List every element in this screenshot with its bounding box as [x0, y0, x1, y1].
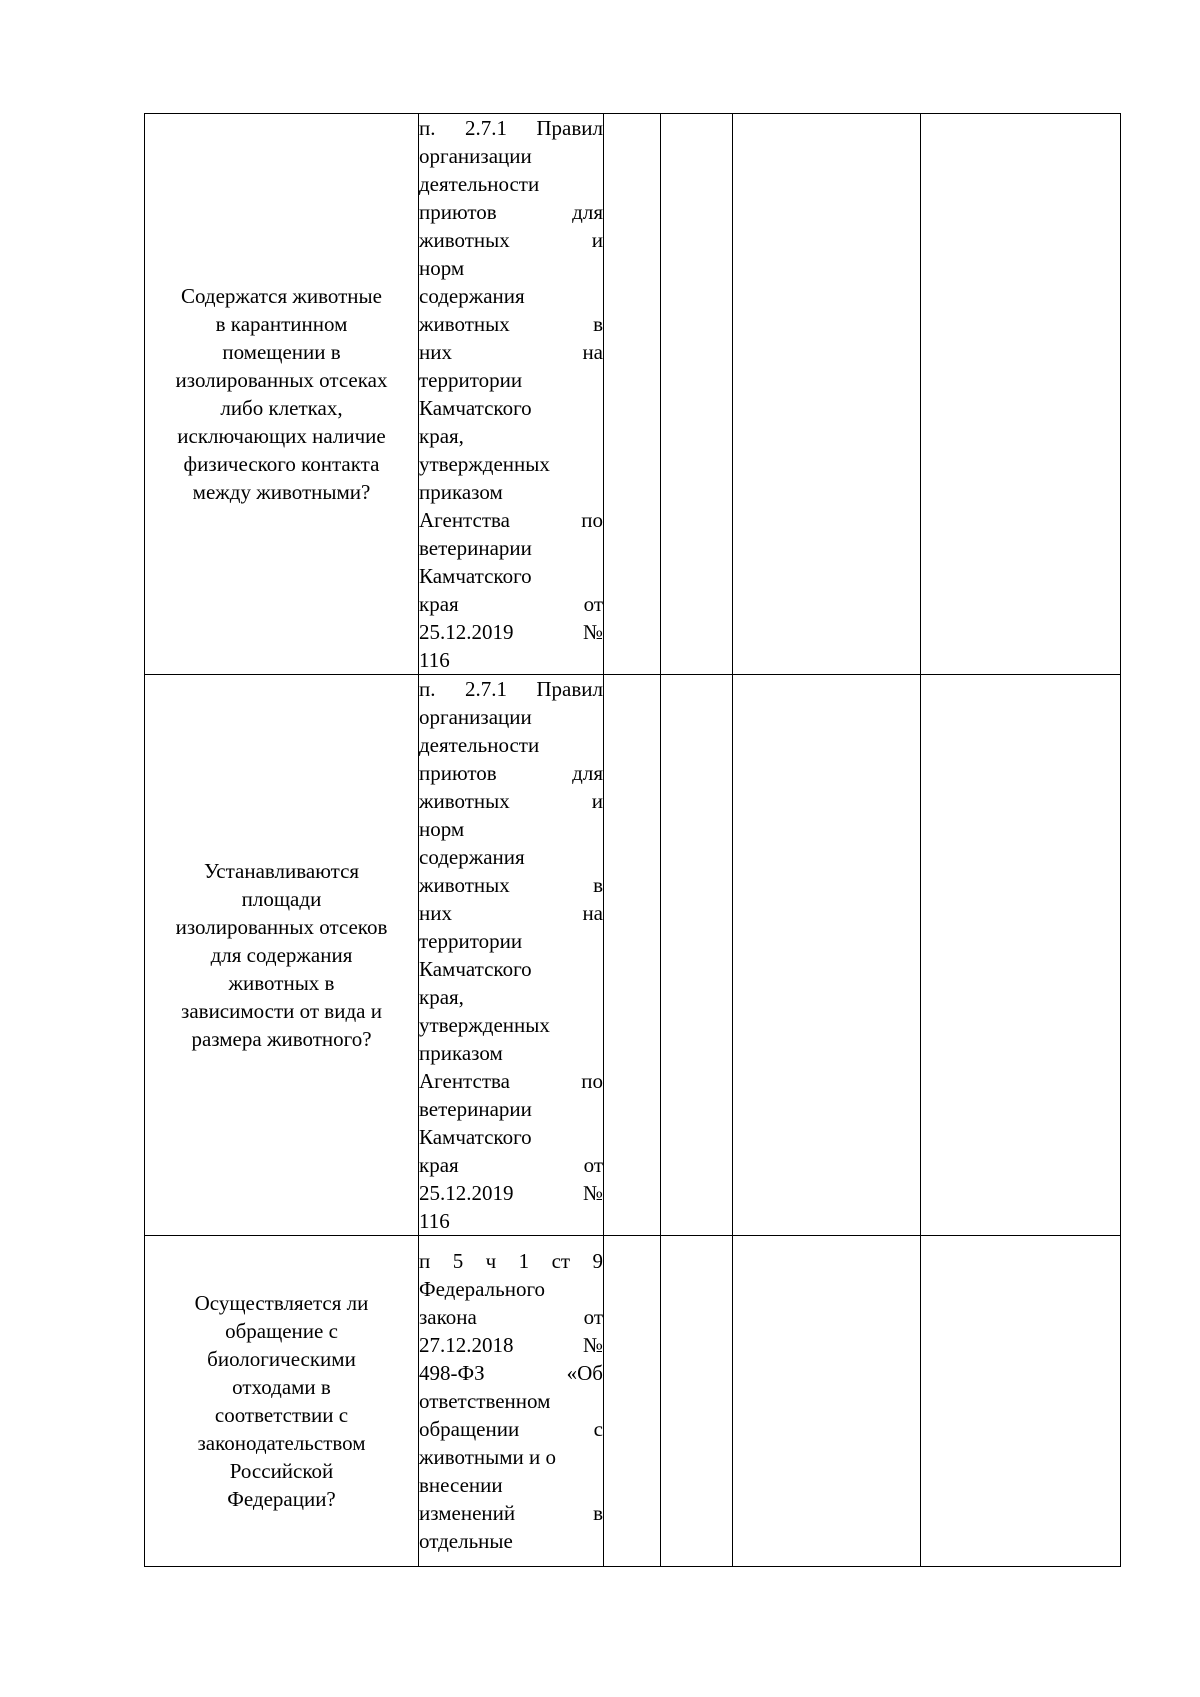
legal-reference-word: ответственном [419, 1389, 551, 1413]
legal-reference-word: ветеринарии [419, 1097, 532, 1121]
yes-cell [604, 114, 661, 675]
no-cell [661, 1236, 733, 1567]
legal-reference-word: утвержденных [419, 452, 550, 476]
legal-reference-line [419, 254, 603, 282]
legal-reference-word: 498-ФЗ [419, 1361, 485, 1385]
legal-reference-line [419, 927, 603, 955]
notes-cell [921, 1236, 1121, 1567]
legal-reference-cell [419, 1236, 604, 1567]
legal-reference-word: 25.12.2019 [419, 1181, 514, 1205]
question-text-line: животных в [228, 971, 335, 995]
legal-reference-line [419, 1207, 603, 1235]
question-text-line: обращение с [225, 1319, 338, 1343]
legal-reference-word: № [582, 1333, 603, 1357]
legal-reference-word: края [419, 1153, 459, 1177]
legal-reference-line [419, 534, 603, 562]
legal-reference-line [419, 1123, 603, 1151]
question-text-line: между животными? [192, 480, 371, 504]
legal-reference-line [419, 142, 603, 170]
legal-reference-line [419, 338, 603, 366]
legal-reference-line [419, 731, 603, 759]
legal-reference-word: утвержденных [419, 1013, 550, 1037]
legal-reference-word: по [581, 508, 603, 532]
legal-reference-word: 27.12.2018 [419, 1333, 514, 1357]
legal-reference-line [419, 703, 603, 731]
legal-reference-word: животных [419, 228, 510, 252]
table-row [145, 1236, 1121, 1567]
legal-reference-line [419, 1179, 603, 1207]
legal-reference-line [419, 1499, 603, 1527]
legal-reference-word: организации [419, 705, 532, 729]
legal-reference-line [419, 899, 603, 927]
legal-reference-word: с [593, 1417, 603, 1441]
legal-reference-line [419, 1443, 603, 1471]
legal-reference-line [419, 1415, 603, 1443]
no-cell [661, 675, 733, 1236]
legal-reference-word: Камчатского [419, 564, 532, 588]
legal-reference-line [419, 1331, 603, 1359]
legal-reference-line [419, 478, 603, 506]
legal-reference-word: 2.7.1 [464, 116, 507, 140]
legal-reference-line [419, 1095, 603, 1123]
legal-reference-word: приказом [419, 480, 503, 504]
legal-reference-word: закона [419, 1305, 477, 1329]
legal-reference-word: от [583, 1305, 603, 1329]
legal-reference-word: по [581, 1069, 603, 1093]
legal-reference-word: края, [419, 424, 464, 448]
legal-reference-word: животными и о [419, 1445, 557, 1469]
legal-reference-word: Агентства [419, 508, 510, 532]
legal-reference-word: животных [419, 873, 510, 897]
legal-reference-word: на [582, 901, 603, 925]
legal-reference-word: приютов [419, 200, 497, 224]
legal-reference-word: № [582, 1181, 603, 1205]
legal-reference-word: норм [419, 817, 465, 841]
legal-reference-word: и [591, 789, 603, 813]
yes-cell [604, 675, 661, 1236]
legal-reference-line [419, 955, 603, 983]
question-text-line: соответствии с [214, 1403, 349, 1427]
legal-reference-word: 25.12.2019 [419, 620, 514, 644]
legal-reference-line [419, 1011, 603, 1039]
legal-reference-word: 116 [419, 1209, 450, 1233]
legal-reference-word: в [593, 312, 603, 336]
legal-reference-word: обращении [419, 1417, 520, 1441]
table-row [145, 675, 1121, 1236]
legal-reference-line [419, 562, 603, 590]
legal-reference-line [419, 1247, 603, 1275]
legal-reference-line [419, 226, 603, 254]
legal-reference-word: от [583, 1153, 603, 1177]
notes-cell [921, 114, 1121, 675]
legal-reference-word: деятельности [419, 172, 540, 196]
question-text-line: размера животного? [191, 1027, 372, 1051]
question-text-line: изолированных отсеках [175, 368, 388, 392]
legal-reference-word: внесении [419, 1473, 503, 1497]
legal-reference-line [419, 1527, 603, 1555]
legal-reference-line [419, 646, 603, 674]
question-text-line: в карантинном [215, 312, 348, 336]
not-applicable-cell [733, 675, 921, 1236]
legal-reference-word: изменений [419, 1501, 516, 1525]
not-applicable-cell [733, 114, 921, 675]
legal-reference-line [419, 871, 603, 899]
legal-reference-line [419, 198, 603, 226]
legal-reference-line [419, 675, 603, 703]
legal-reference-word: содержания [419, 845, 525, 869]
question-text-line: либо клетках, [220, 396, 343, 420]
legal-reference-word: Камчатского [419, 1125, 532, 1149]
legal-reference-line [419, 366, 603, 394]
legal-reference-word: деятельности [419, 733, 540, 757]
legal-reference-word: Правил [536, 116, 603, 140]
legal-reference-line [419, 506, 603, 534]
legal-reference-word: от [583, 592, 603, 616]
legal-reference-word: Камчатского [419, 396, 532, 420]
question-text-line: Устанавливаются [203, 859, 360, 883]
question-text-line: биологическими [207, 1347, 356, 1371]
legal-reference-word: 5 [452, 1249, 464, 1273]
legal-reference-line [419, 422, 603, 450]
question-text-line: изолированных отсеков [175, 915, 388, 939]
legal-reference-line [419, 815, 603, 843]
question-text-line: отходами в [232, 1375, 331, 1399]
legal-reference-word: п. [419, 677, 436, 701]
legal-reference-word: в [593, 1501, 603, 1525]
question-cell [145, 1236, 419, 1567]
question-text-line: Содержатся животные [181, 284, 382, 308]
legal-reference-word: края [419, 592, 459, 616]
question-text-line: исключающих наличие [177, 424, 386, 448]
legal-reference-word: приютов [419, 761, 497, 785]
legal-reference-word: п. [419, 116, 436, 140]
legal-reference-cell [419, 114, 604, 675]
legal-reference-word: ст [551, 1249, 571, 1273]
legal-reference-word: территории [419, 929, 523, 953]
legal-reference-word: и [591, 228, 603, 252]
legal-reference-word: приказом [419, 1041, 503, 1065]
question-text-line: Российской [229, 1459, 334, 1483]
legal-reference-word: 1 [518, 1249, 530, 1273]
legal-reference-word: 9 [592, 1249, 603, 1273]
question-cell [145, 675, 419, 1236]
legal-reference-line [419, 1039, 603, 1067]
legal-reference-line [419, 394, 603, 422]
legal-reference-word: содержания [419, 284, 525, 308]
legal-reference-word: для [572, 761, 603, 785]
legal-reference-word: территории [419, 368, 523, 392]
legal-reference-word: животных [419, 789, 510, 813]
question-text-line: площади [241, 887, 322, 911]
legal-reference-line [419, 450, 603, 478]
legal-reference-word: отдельные [419, 1529, 513, 1553]
legal-reference-word: ветеринарии [419, 536, 532, 560]
legal-reference-line [419, 759, 603, 787]
legal-reference-word: Агентства [419, 1069, 510, 1093]
legal-reference-line [419, 170, 603, 198]
legal-reference-word: них [419, 340, 452, 364]
legal-reference-cell [419, 675, 604, 1236]
legal-reference-line [419, 114, 603, 142]
legal-reference-word: них [419, 901, 452, 925]
legal-reference-word: норм [419, 256, 465, 280]
legal-reference-word: для [572, 200, 603, 224]
legal-reference-word: ч [485, 1249, 497, 1273]
legal-reference-line [419, 843, 603, 871]
legal-reference-line [419, 787, 603, 815]
question-cell [145, 114, 419, 675]
legal-reference-line [419, 1471, 603, 1499]
notes-cell [921, 675, 1121, 1236]
legal-reference-line [419, 1359, 603, 1387]
legal-reference-line [419, 1303, 603, 1331]
question-text-line: физического контакта [183, 452, 380, 476]
table-row [145, 114, 1121, 675]
legal-reference-line [419, 590, 603, 618]
legal-reference-word: Правил [536, 677, 603, 701]
legal-reference-word: № [582, 620, 603, 644]
legal-reference-line [419, 1387, 603, 1415]
yes-cell [604, 1236, 661, 1567]
legal-reference-line [419, 1275, 603, 1303]
legal-reference-word: «Об [566, 1361, 603, 1385]
not-applicable-cell [733, 1236, 921, 1567]
question-text-line: Осуществляется ли [194, 1291, 369, 1315]
legal-reference-word: организации [419, 144, 532, 168]
legal-reference-line [419, 983, 603, 1011]
question-text-line: для содержания [210, 943, 353, 967]
legal-reference-word: животных [419, 312, 510, 336]
legal-reference-word: Федерального [419, 1277, 546, 1301]
legal-reference-word: п [419, 1249, 431, 1273]
legal-reference-word: 116 [419, 648, 450, 672]
legal-reference-line [419, 282, 603, 310]
question-text-line: помещении в [222, 340, 341, 364]
legal-reference-line [419, 1067, 603, 1095]
question-text-line: зависимости от вида и [181, 999, 382, 1023]
legal-reference-word: Камчатского [419, 957, 532, 981]
question-text-line: Федерации? [227, 1487, 336, 1511]
legal-reference-line [419, 618, 603, 646]
no-cell [661, 114, 733, 675]
legal-reference-line [419, 1151, 603, 1179]
legal-reference-word: 2.7.1 [464, 677, 507, 701]
legal-reference-word: в [593, 873, 603, 897]
checklist-table [144, 113, 1121, 1567]
legal-reference-word: на [582, 340, 603, 364]
question-text-line: законодательством [197, 1431, 366, 1455]
legal-reference-line [419, 310, 603, 338]
legal-reference-word: края, [419, 985, 464, 1009]
